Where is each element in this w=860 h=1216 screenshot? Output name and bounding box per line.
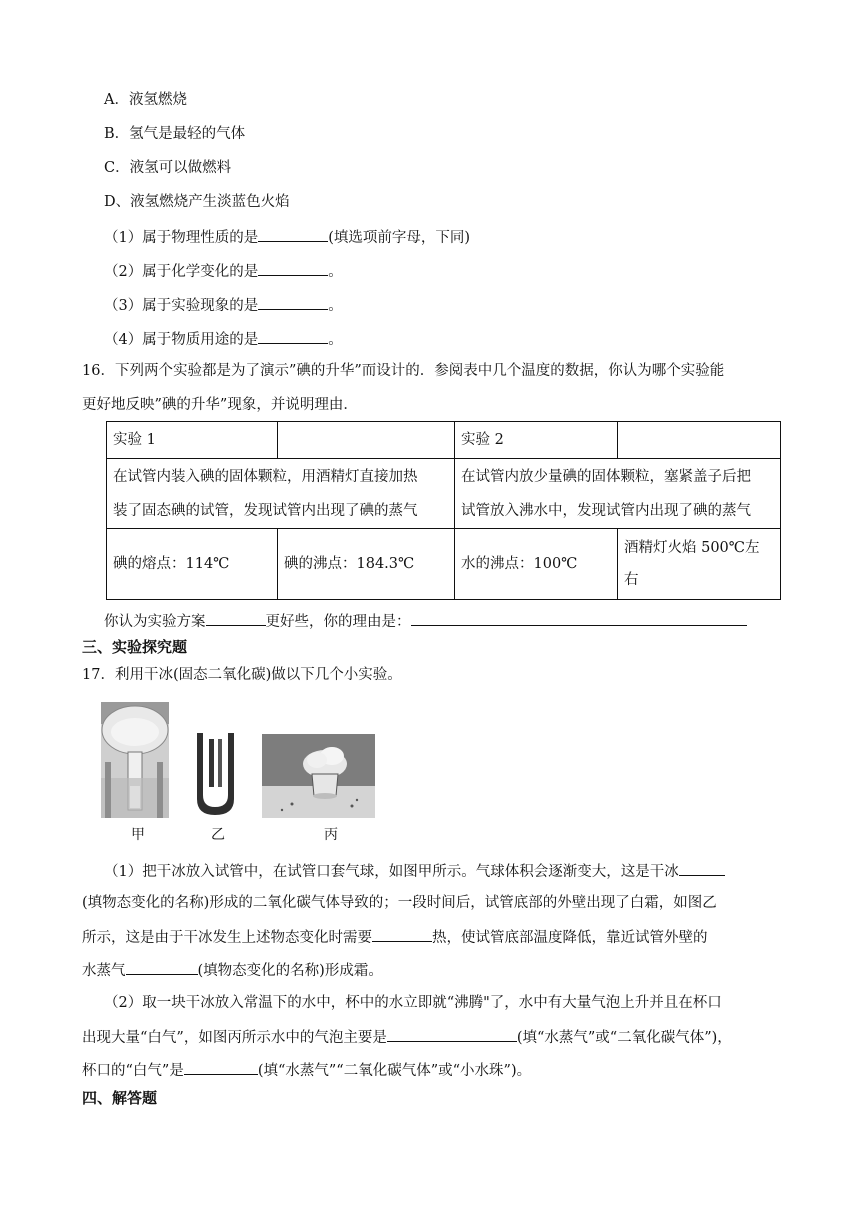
q17-part1-line2: (填物态变化的名称)形成的二氧化碳气体导致的；一段时间后，试管底部的外壁出现了白霜，如图乙 [82,895,717,911]
q16-answer-line: 你认为实验方案 更好些，你的理由是： [104,610,747,632]
figure-bing-dry-ice-cup-photo [262,734,375,818]
answer-blank[interactable] [372,926,432,942]
answer-blank[interactable] [258,294,328,310]
option-a: A．液氢燃烧 [104,92,187,108]
option-b: B．氢气是最轻的气体 [104,126,246,142]
q15-part4: （4）属于物质用途的是 。 [104,328,343,350]
q16-stem-line2: 更好地反映”碘的升华”现象，并说明理由． [82,397,358,413]
water-boiling-point: 水的沸点：100℃ [455,529,618,600]
caption-jia: 甲 [131,827,145,843]
q16-stem-line1: 16．下列两个实验都是为了演示”碘的升华”而设计的．参阅表中几个温度的数据，你认为哪个实验能 [82,363,725,379]
answer-blank[interactable] [258,226,328,242]
q17-part1-line4: 水蒸气 (填物态变化的名称)形成霜。 [82,959,383,981]
exp1-description: 在试管内装入碘的固体颗粒，用酒精灯直接加热 装了固态碘的试管，发现试管内出现了碘的蒸气 [107,459,455,529]
section-heading: 三、实验探究题 [82,638,188,656]
exp2-description: 在试管内放少量碘的固体颗粒，塞紧盖子后把 试管放入沸水中，发现试管内出现了碘的蒸气 [455,459,781,529]
q17-part2-line2: 出现大量“白气”，如图丙所示水中的气泡主要是 (填“水蒸气”或“二氧化碳气体”)， [82,1026,732,1048]
iodine-experiment-table [106,421,781,600]
answer-blank[interactable] [126,959,198,975]
option-c: C．液氢可以做燃料 [104,160,232,176]
caption-bing: 丙 [324,827,338,843]
iodine-boiling-point: 碘的沸点：184.3℃ [278,529,455,600]
caption-yi: 乙 [211,827,225,843]
empty-cell [278,422,455,459]
empty-cell [618,422,781,459]
answer-blank[interactable] [184,1059,258,1075]
q17-part2-line1: （2）取一块干冰放入常温下的水中，杯中的水立即就“沸腾"了，水中有大量气泡上升并且在杯口 [104,995,722,1011]
alcohol-flame-temp: 酒精灯火焰 500℃左 右 [618,529,781,600]
answer-blank[interactable] [258,260,328,276]
reason-blank[interactable] [411,610,747,626]
exp2-label: 实验 2 [455,422,618,459]
q15-part3: （3）属于实验现象的是 。 [104,294,343,316]
section-heading: 四、解答题 [82,1089,158,1107]
q17-part1-line3: 所示，这是由于干冰发生上述物态变化时需要 热，使试管底部温度降低，靠近试管外壁的 [82,926,708,948]
answer-blank[interactable] [206,610,266,626]
q17-part2-line3: 杯口的“白气”是 (填“水蒸气”“二氧化碳气体”或“小水珠”)。 [82,1059,531,1081]
figure-yi-frost-tube-photo [193,733,238,818]
iodine-melting-point: 碘的熔点：114℃ [107,529,278,600]
option-d: D、液氢燃烧产生淡蓝色火焰 [104,194,290,210]
q17-intro: 17．利用干冰(固态二氧化碳)做以下几个小实验。 [82,667,402,683]
figure-jia-balloon-photo [101,702,169,818]
q15-part2: （2）属于化学变化的是 。 [104,260,343,282]
answer-blank[interactable] [679,860,725,876]
exp1-label: 实验 1 [107,422,278,459]
answer-blank[interactable] [387,1026,517,1042]
answer-blank[interactable] [258,328,328,344]
q15-part1: （1）属于物理性质的是 (填选项前字母，下同) [104,226,470,248]
q17-part1-line1: （1）把干冰放入试管中，在试管口套气球，如图甲所示。气球体积会逐渐变大，这是干冰 [104,860,725,882]
